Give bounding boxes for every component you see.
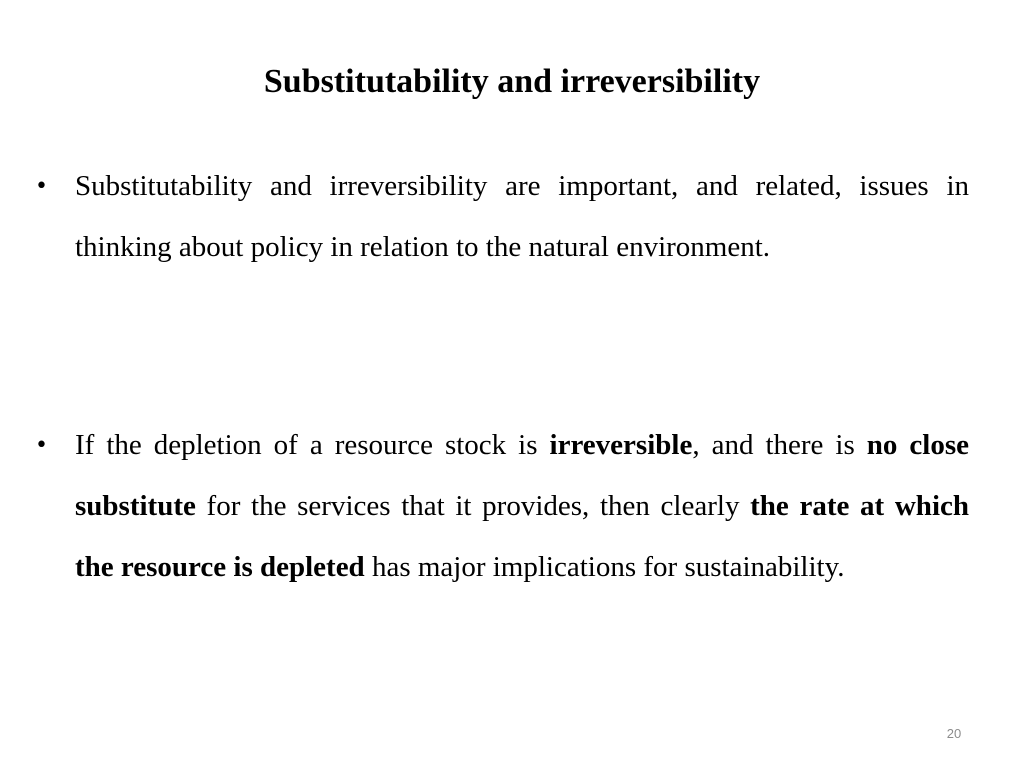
bullet-text [75,415,969,598]
bold-term-no-close-substitute: no close substitute [75,429,970,522]
bullet-icon: • [35,174,48,199]
bullet-text-segment: , and there is [692,429,867,461]
slide-number: 20 [946,726,962,741]
bold-term-depletion-rate: the rate at which the resource is depleted [75,490,969,583]
bold-term-irreversible: irreversible [549,429,693,461]
bullet-icon: • [35,433,48,458]
bullet-text-segment: If the depletion of a resource stock is [75,429,550,461]
slide-title: Substitutability and irreversibility [263,63,761,100]
bullet-text-segment: for the services that it provides, then clearly [195,490,751,522]
bullet-text-segment: has major implications for sustainability. [364,551,845,583]
bullet-text-segment: Substitutability and irreversibility are important, and related, issues in thinking about policy in relation to the natural environment. [75,170,969,263]
bullet-text [75,156,969,278]
